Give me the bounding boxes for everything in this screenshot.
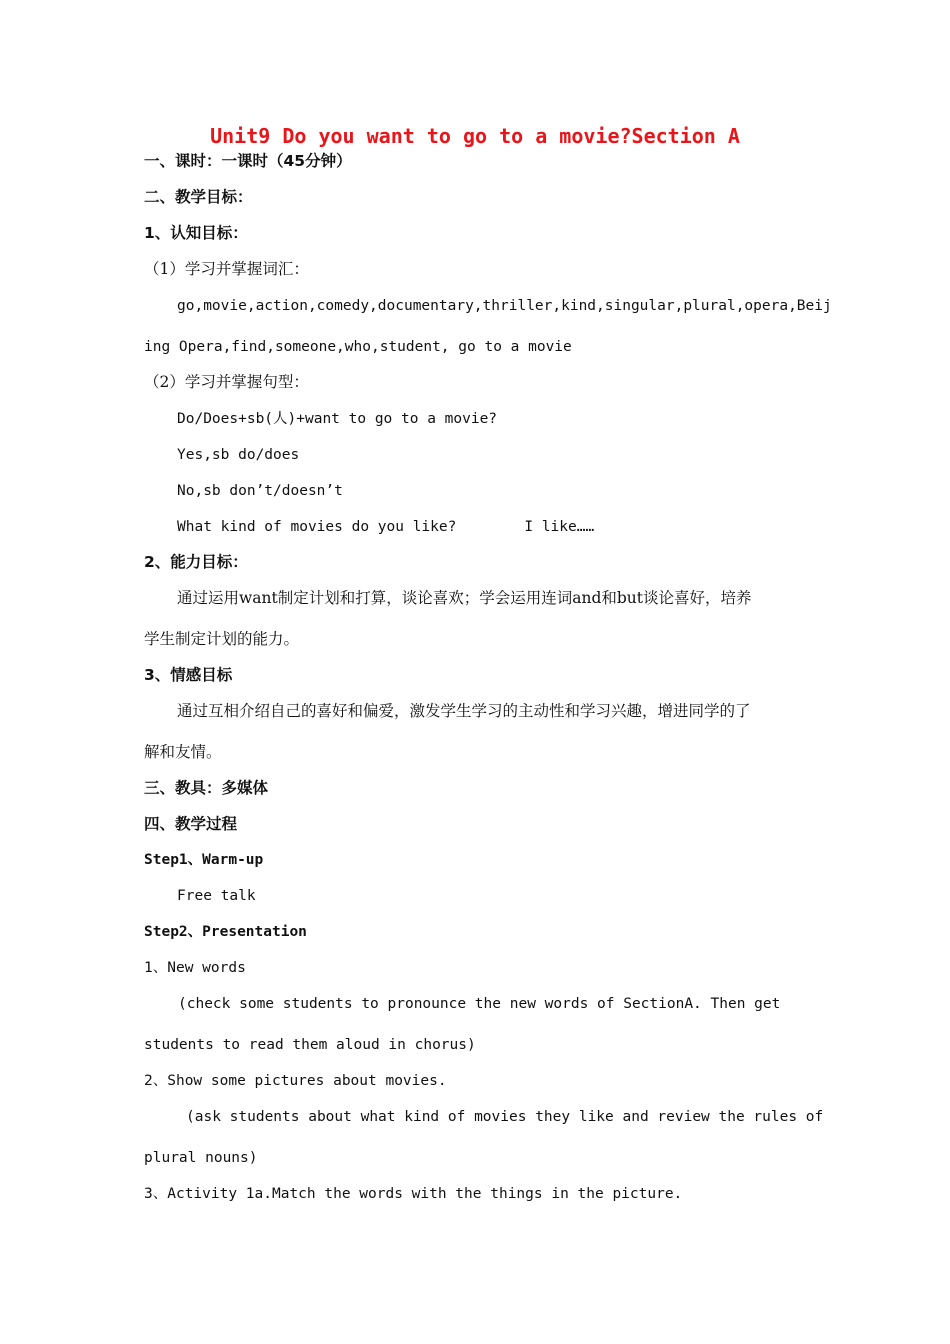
new-words-note-2: students to read them aloud in chorus)	[144, 1037, 476, 1053]
pattern-yes: Yes,sb do/does	[177, 447, 300, 463]
ability-goals-text-2: 学生制定计划的能力。	[144, 630, 300, 648]
step2-heading: Step2、Presentation	[144, 924, 307, 940]
new-words-note-1: (check some students to pronounce the new words of SectionA. Then get	[178, 996, 781, 1012]
teaching-process-heading: 四、教学过程	[144, 815, 238, 833]
teaching-goals-heading: 二、教学目标：	[144, 188, 253, 206]
ability-goals-text-1: 通过运用want制定计划和打算，谈论喜欢；学会运用连词and和but谈论喜好，培养	[177, 589, 752, 607]
pattern-no: No,sb don’t/doesn’t	[177, 483, 343, 499]
cognitive-goals-heading: 1、认知目标：	[144, 224, 248, 242]
lesson-time-heading: 一、课时：一课时（45分钟）	[144, 152, 352, 170]
show-pictures-item: 2、Show some pictures about movies.	[144, 1073, 447, 1089]
emotional-goals-text-1: 通过互相介绍自己的喜好和偏爱，激发学生学习的主动性和学习兴趣，增进同学的了	[177, 702, 751, 720]
teaching-aids-heading: 三、教具：多媒体	[144, 779, 269, 797]
pattern-what-kind-answer: I like……	[524, 519, 595, 535]
ability-goals-heading: 2、能力目标：	[144, 553, 248, 571]
free-talk: Free talk	[177, 888, 256, 904]
vocabulary-line-2: ing Opera,find,someone,who,student, go to a movie	[144, 339, 572, 355]
emotional-goals-heading: 3、情感目标	[144, 666, 233, 684]
show-pictures-note-2: plural nouns)	[144, 1150, 258, 1166]
emotional-goals-text-2: 解和友情。	[144, 743, 222, 761]
pattern-what-kind	[177, 517, 594, 537]
new-words-item: 1、New words	[144, 960, 246, 976]
pattern-what-kind-question: What kind of movies do you like?	[177, 519, 457, 535]
step1-heading: Step1、Warm-up	[144, 852, 264, 868]
pattern-question: Do/Does+sb(人)+want to go to a movie?	[177, 411, 498, 427]
document-title: Unit9 Do you want to go to a movie?Section A	[210, 124, 740, 148]
show-pictures-note-1: (ask students about what kind of movies they like and review the rules of	[186, 1109, 824, 1125]
vocabulary-subheading: （1）学习并掌握词汇：	[144, 260, 309, 278]
vocabulary-line-1: go,movie,action,comedy,documentary,thriller,kind,singular,plural,opera,Beij	[177, 298, 832, 314]
activity-1a-item: 3、Activity 1a.Match the words with the things in the picture.	[144, 1186, 683, 1202]
sentence-patterns-subheading: （2）学习并掌握句型：	[144, 373, 309, 391]
